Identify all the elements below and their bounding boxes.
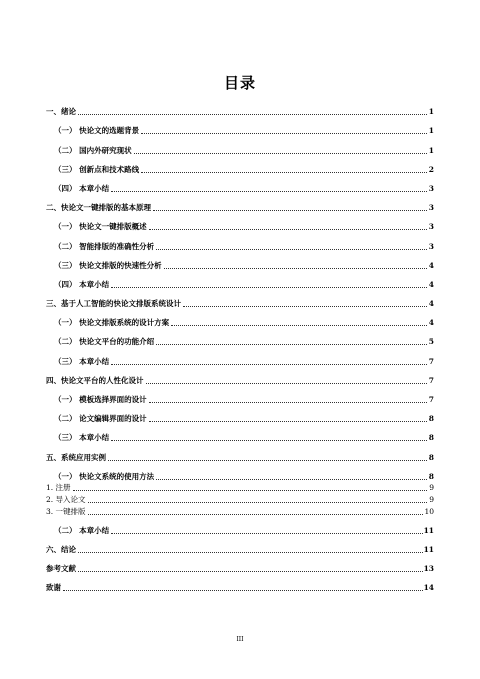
page-title: 目录	[223, 74, 256, 92]
toc-entry[interactable]	[46, 271, 434, 290]
toc-entry-page-number: 8	[428, 452, 434, 462]
toc-entry-label: （三） 创新点和技术路线	[54, 164, 140, 174]
dot-leader	[156, 248, 427, 250]
toc-entry-label: 参考文献	[46, 564, 76, 574]
toc-entry-page-number: 11	[423, 525, 434, 535]
page-number-footer: III	[236, 636, 244, 643]
toc-entry-page-number: 5	[428, 337, 434, 347]
toc-entry[interactable]	[46, 574, 434, 593]
dot-leader	[156, 343, 427, 345]
toc-entry-label: 五、系统应用实例	[46, 452, 106, 462]
toc-entry-label: （三） 本章小结	[54, 356, 110, 366]
toc-entry-label: （四） 本章小结	[54, 183, 110, 193]
toc-entry-label: 致谢	[46, 583, 61, 593]
toc-entry-label: （一） 快论文一键排版概述	[54, 222, 147, 232]
toc-entry[interactable]	[46, 328, 434, 347]
toc-entry[interactable]	[46, 98, 434, 117]
toc-entry-label: （三） 本章小结	[54, 433, 110, 443]
toc-entry-page-number: 4	[428, 299, 434, 309]
toc-entry-label: 二、快论文一键排版的基本原理	[46, 203, 151, 213]
toc-entry-page-number: 1	[428, 145, 434, 155]
toc-entry-page-number: 8	[428, 471, 434, 481]
toc-entry-page-number: 13	[423, 564, 434, 574]
toc-entry[interactable]	[46, 347, 434, 366]
dot-leader	[149, 420, 427, 422]
toc-entry-page-number: 8	[428, 414, 434, 424]
toc-entry-page-number: 3	[428, 183, 434, 193]
toc-entry[interactable]	[46, 309, 434, 328]
toc-entry-label: （三） 快论文排版的快速性分析	[54, 260, 162, 270]
toc-entry[interactable]	[46, 505, 434, 517]
toc-entry[interactable]	[46, 213, 434, 232]
dot-leader	[111, 363, 427, 365]
dot-leader	[146, 382, 428, 384]
toc-entry-page-number: 9	[429, 494, 434, 504]
dot-leader	[111, 286, 427, 288]
toc-entry-label: （二） 快论文平台的功能介绍	[54, 337, 155, 347]
dot-leader	[63, 589, 423, 591]
dot-leader	[111, 190, 427, 192]
toc-entry-label: （一） 快论文排版系统的设计方案	[54, 318, 170, 328]
toc-entry-label: 3. 一键排版	[46, 506, 86, 516]
toc-entry[interactable]	[46, 290, 434, 309]
dot-leader	[111, 532, 422, 534]
toc-entry-page-number: 3	[428, 203, 434, 213]
toc-entry-label: （一） 模板选择界面的设计	[54, 395, 147, 404]
toc-entry-page-number: 4	[428, 318, 434, 328]
dot-leader	[171, 324, 427, 326]
dot-leader	[164, 267, 427, 269]
toc-entry[interactable]	[46, 117, 434, 136]
toc-entry-label: （四） 本章小结	[54, 279, 110, 289]
toc-entry-page-number: 4	[428, 279, 434, 289]
toc-entry-page-number: 1	[428, 126, 434, 136]
dot-leader	[88, 513, 424, 515]
toc-entry[interactable]	[46, 482, 434, 494]
toc-entry-page-number: 7	[428, 356, 434, 366]
toc-entry-page-number: 8	[428, 433, 434, 443]
dot-leader	[141, 171, 427, 173]
toc-entry[interactable]	[46, 156, 434, 175]
toc-entry-label: （二） 论文编辑界面的设计	[54, 414, 147, 424]
toc-entry[interactable]	[46, 252, 434, 271]
dot-leader	[78, 551, 423, 553]
toc-entry[interactable]	[46, 405, 434, 424]
dot-leader	[73, 489, 427, 491]
toc-entry-page-number: 1	[428, 107, 434, 117]
toc-entry-page-number: 2	[428, 164, 434, 174]
toc-entry[interactable]	[46, 367, 434, 386]
toc-entry[interactable]	[46, 386, 434, 405]
toc-entry[interactable]	[46, 424, 434, 443]
toc-entry[interactable]	[46, 194, 434, 213]
toc-entry-label: （二） 智能排版的准确性分析	[54, 241, 155, 251]
dot-leader	[108, 459, 427, 461]
toc-entry-page-number: 3	[428, 241, 434, 251]
dot-leader	[134, 152, 427, 154]
toc-entry-page-number: 3	[428, 222, 434, 232]
toc-entry-label: 2. 导入论文	[46, 494, 86, 504]
toc-entry[interactable]	[46, 536, 434, 555]
dot-leader	[149, 401, 427, 403]
toc-entry[interactable]	[46, 517, 434, 536]
toc-entry-label: 1. 注册	[46, 483, 71, 493]
toc-entry[interactable]	[46, 443, 434, 462]
toc-entry-page-number: 14	[423, 583, 434, 593]
toc-entry-label: 三、基于人工智能的快论文排版系统设计	[46, 299, 181, 309]
dot-leader	[88, 501, 427, 503]
toc-entry[interactable]	[46, 175, 434, 194]
toc-entry-label: （二） 本章小结	[54, 525, 110, 535]
toc-entry[interactable]	[46, 136, 434, 155]
dot-leader	[156, 478, 427, 480]
toc-entry-page-number: 7	[428, 395, 434, 404]
toc-entry-label: 四、快论文平台的人性化设计	[46, 375, 144, 385]
toc-entry[interactable]	[46, 493, 434, 505]
toc-entry-page-number: 4	[428, 260, 434, 270]
toc-entry[interactable]	[46, 232, 434, 251]
dot-leader	[149, 228, 427, 230]
dot-leader	[78, 570, 423, 572]
toc-entry[interactable]	[46, 555, 434, 574]
toc-entry-label: （一） 快论文的选题背景	[54, 126, 140, 136]
toc-entry[interactable]	[46, 463, 434, 482]
toc-entry-label: （二） 国内外研究现状	[54, 145, 132, 155]
toc-entry-page-number: 10	[424, 506, 434, 516]
table-of-contents	[46, 98, 434, 593]
toc-entry-page-number: 11	[423, 544, 434, 554]
dot-leader	[141, 132, 427, 134]
toc-entry-page-number: 9	[429, 483, 434, 493]
dot-leader	[153, 209, 427, 211]
toc-entry-label: 六、结论	[46, 544, 76, 554]
dot-leader	[78, 113, 427, 115]
dot-leader	[111, 439, 427, 441]
toc-entry-label: （一） 快论文系统的使用方法	[54, 471, 155, 481]
toc-entry-label: 一、绪论	[46, 107, 76, 117]
dot-leader	[183, 305, 427, 307]
toc-entry-page-number: 7	[428, 375, 434, 385]
